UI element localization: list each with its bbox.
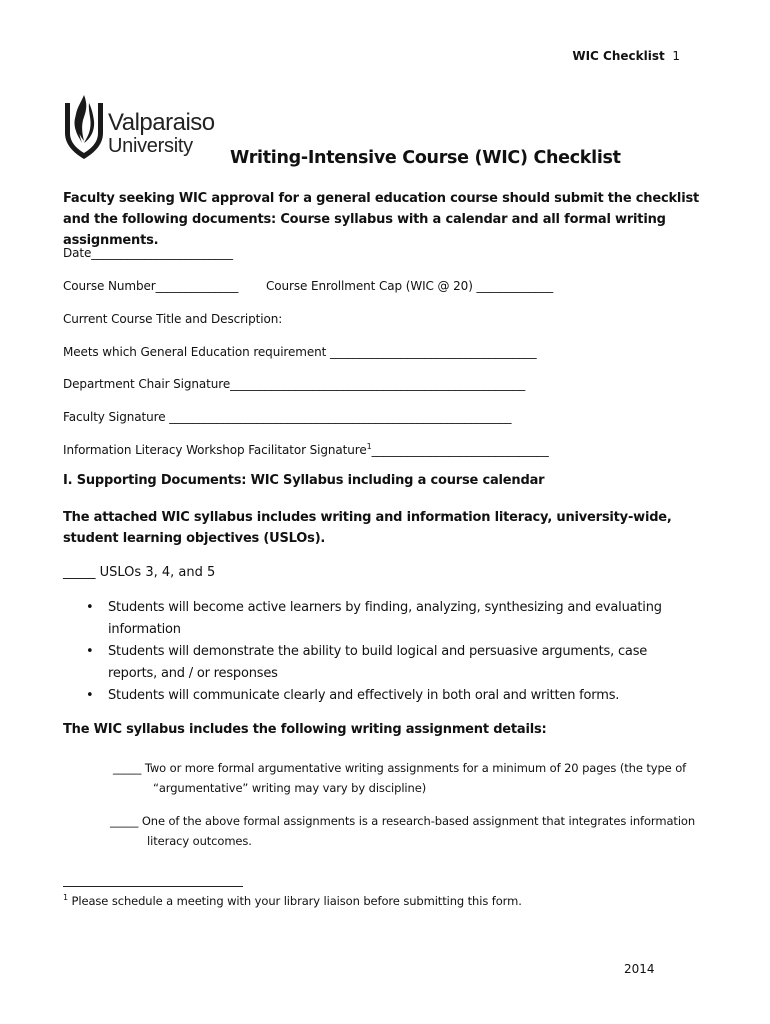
bullet-icon: • bbox=[86, 644, 94, 659]
checkline-blank: _____ bbox=[110, 814, 139, 828]
university-logo bbox=[62, 93, 222, 163]
logo-subname: University bbox=[108, 135, 193, 157]
footnote-ref: 1 bbox=[366, 442, 372, 451]
ilw-signature-line: ______________________________ bbox=[371, 443, 549, 457]
uslo-bullet-list bbox=[82, 597, 692, 707]
footnote-divider bbox=[63, 886, 243, 887]
checkline-blank: _____ bbox=[113, 761, 142, 775]
ilw-signature-label: Information Literacy Workshop Facilitator Signature bbox=[63, 443, 367, 457]
checkline-text: Two or more formal argumentative writing assignments for a minimum of 20 pages (the type of “argumentative” writing may vary by discipline) bbox=[141, 761, 687, 795]
footnote-text: Please schedule a meeting with your library liaison before submitting this form. bbox=[68, 893, 522, 908]
header-doc-name: WIC Checklist bbox=[572, 49, 665, 63]
logo-name: Valparaiso bbox=[108, 109, 215, 136]
ilw-facilitator-signature-field[interactable] bbox=[63, 442, 549, 457]
list-item: • Students will communicate clearly and effectively in both oral and written forms. bbox=[82, 685, 692, 707]
page-title: Writing-Intensive Course (WIC) Checklist bbox=[230, 148, 621, 168]
course-number-field[interactable]: Course Number______________ bbox=[63, 279, 239, 293]
list-item: • Students will demonstrate the ability to build logical and persuasive arguments, case reports, and / or responses bbox=[82, 641, 692, 685]
uslo-checkline[interactable]: _____ USLOs 3, 4, and 5 bbox=[63, 565, 216, 580]
intro-text: Faculty seeking WIC approval for a general education course should submit the checklist and the following documents: Course syllabus with a calendar and all formal writing assignments. bbox=[63, 191, 699, 248]
enrollment-cap-field[interactable]: Course Enrollment Cap (WIC @ 20) _____________ bbox=[266, 279, 554, 293]
footer-year: 2014 bbox=[624, 962, 655, 976]
department-chair-signature-field[interactable]: Department Chair Signature__________________________________________________ bbox=[63, 377, 526, 391]
footnote-mark: 1 bbox=[63, 893, 68, 902]
gen-ed-requirement-field[interactable]: Meets which General Education requirement ___________________________________ bbox=[63, 345, 537, 359]
course-title-description-label: Current Course Title and Description: bbox=[63, 312, 283, 326]
research-assignment-checkline[interactable] bbox=[110, 811, 707, 851]
section-heading: I. Supporting Documents: WIC Syllabus including a course calendar bbox=[63, 473, 545, 488]
assignment-details-heading: The WIC syllabus includes the following writing assignment details: bbox=[63, 722, 547, 737]
date-field[interactable]: Date________________________ bbox=[63, 246, 233, 260]
header-page-number: 1 bbox=[672, 49, 680, 63]
attached-syllabus-text: The attached WIC syllabus includes writing and information literacy, university-wide, student learning objectives (USLOs). bbox=[63, 510, 672, 546]
bullet-icon: • bbox=[86, 688, 94, 703]
flame-shield-icon bbox=[62, 93, 106, 161]
faculty-signature-field[interactable]: Faculty Signature __________________________________________________________ bbox=[63, 410, 512, 424]
page-header bbox=[572, 49, 680, 63]
bullet-icon: • bbox=[86, 600, 94, 615]
argumentative-assignments-checkline[interactable] bbox=[113, 758, 733, 798]
checkline-text: One of the above formal assignments is a research-based assignment that integrates information literacy outcomes. bbox=[138, 814, 696, 848]
footnote bbox=[63, 893, 522, 908]
list-item: • Students will become active learners by finding, analyzing, synthesizing and evaluating information bbox=[82, 597, 692, 641]
